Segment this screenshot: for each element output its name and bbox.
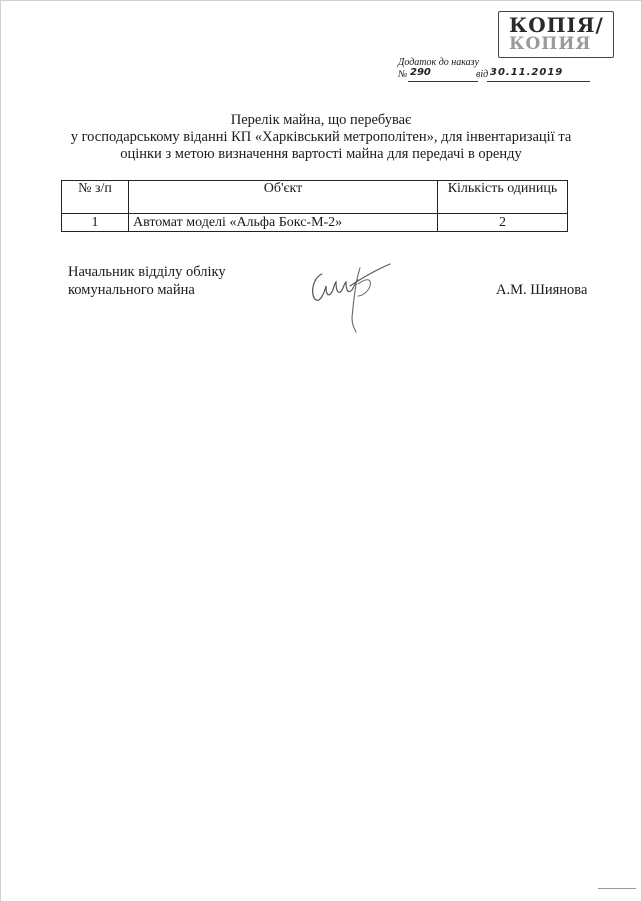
order-reference [398, 69, 590, 83]
order-number-prefix: № [398, 69, 408, 80]
position-line1: Начальник відділу обліку [68, 264, 226, 280]
signatory-name: А.М. Шиянова [496, 282, 588, 298]
document-title-line2: у господарському віданні КП «Харківський метрополітен», для інвентаризації та [70, 129, 572, 145]
document-title-line3: оцінки з метою визначення вартості майна для передачі в оренду [120, 146, 522, 162]
stamp-line1: КОПІЯ/ [509, 13, 604, 37]
order-date-prefix: від [476, 69, 489, 80]
header-number: № з/п [62, 181, 129, 214]
stamp-line2: КОПИЯ [509, 34, 592, 54]
footer-rule [598, 888, 636, 889]
row-quantity: 2 [438, 214, 568, 232]
property-table [61, 180, 568, 232]
header-quantity: Кількість одиниць [438, 181, 568, 214]
order-number-value: 290 [410, 67, 431, 78]
order-date-value: 30.11.2019 [490, 67, 564, 78]
order-number-underline [408, 81, 478, 82]
position-line2: комунального майна [68, 282, 195, 298]
table-header-row [62, 181, 568, 214]
document-title-line1: Перелік майна, що перебуває [230, 112, 412, 128]
header-object: Об'єкт [129, 181, 438, 214]
table-row [62, 214, 568, 232]
handwritten-signature [308, 256, 398, 338]
signatory-position [68, 263, 226, 299]
row-number: 1 [62, 214, 129, 232]
copy-stamp [498, 11, 614, 58]
order-date-underline [487, 81, 590, 82]
appendix-label: Додаток до наказу [398, 57, 479, 68]
row-object: Автомат моделі «Альфа Бокс-М-2» [129, 214, 438, 232]
